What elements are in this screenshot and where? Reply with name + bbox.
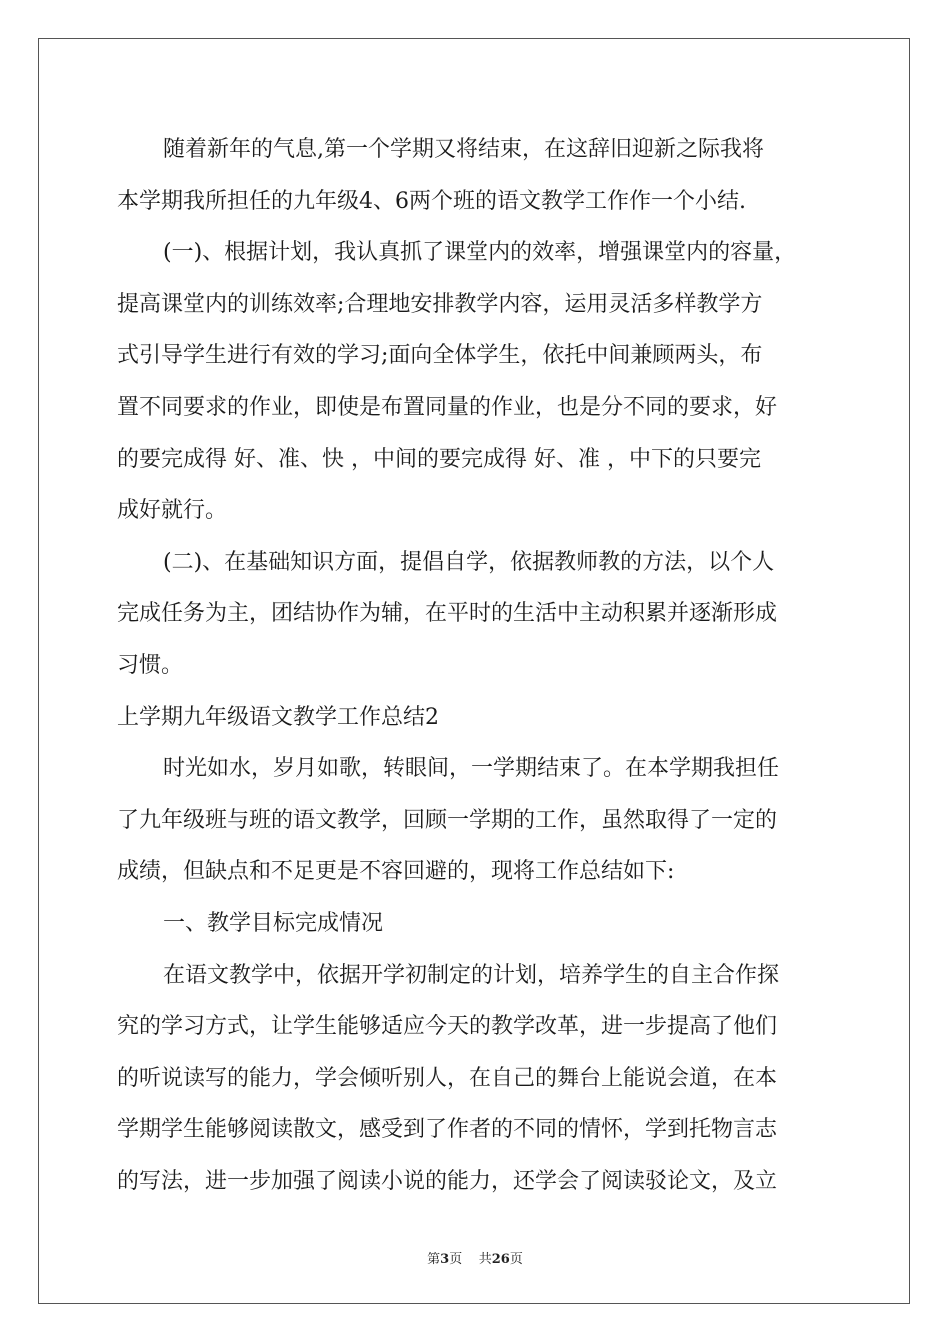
text-line: 提高课堂内的训练效率;合理地安排教学内容，运用灵活多样教学方 <box>117 291 763 317</box>
text-line: (二)、在基础知识方面，提倡自学，依据教师教的方法，以个人 <box>163 549 775 575</box>
text-line: 了九年级班与班的语文教学，回顾一学期的工作，虽然取得了一定的 <box>117 807 778 833</box>
footer-page-number: 3 <box>440 1252 450 1267</box>
text-line: 习惯。 <box>117 652 184 678</box>
text-line: 在语文教学中，依据开学初制定的计划，培养学生的自主合作探 <box>163 962 780 988</box>
text-line: 随着新年的气息,第一个学期又将结束，在这辞旧迎新之际我将 <box>163 137 764 162</box>
page-footer <box>0 1248 950 1267</box>
text-line: 本学期我所担任的九年级4、6两个班的语文教学工作作一个小结. <box>117 188 746 214</box>
text-line: 完成任务为主，团结协作为辅，在平时的生活中主动积累并逐渐形成 <box>117 601 778 627</box>
text-line: 成绩，但缺点和不足更是不容回避的，现将工作总结如下: <box>117 859 675 885</box>
footer-page-suffix: 页 <box>449 1252 463 1267</box>
text-line: 学期学生能够阅读散文，感受到了作者的不同的情怀，学到托物言志 <box>117 1117 778 1143</box>
text-line: 的要完成得 好、准、快 ，中间的要完成得 好、准 ，中下的只要完 <box>117 446 761 472</box>
text-line: 置不同要求的作业，即使是布置同量的作业，也是分不同的要求，好 <box>117 394 778 420</box>
footer-total-pages: 26 <box>491 1252 510 1267</box>
footer-total-prefix: 共 <box>478 1252 492 1267</box>
text-line: 的写法，进一步加强了阅读小说的能力，还学会了阅读驳论文，及立 <box>117 1168 778 1194</box>
text-line: 的听说读写的能力，学会倾听别人，在自己的舞台上能说会道，在本 <box>117 1065 778 1091</box>
text-line: 时光如水，岁月如歌，转眼间，一学期结束了。在本学期我担任 <box>163 756 780 782</box>
footer-page-prefix: 第 <box>427 1252 441 1267</box>
text-line: 式引导学生进行有效的学习;面向全体学生，依托中间兼顾两头，布 <box>117 343 763 369</box>
text-line: 一、教学目标完成情况 <box>163 910 384 936</box>
text-line: 究的学习方式，让学生能够适应今天的教学改革，进一步提高了他们 <box>117 1014 778 1040</box>
text-line: 成好就行。 <box>117 498 228 524</box>
text-line: (一)、根据计划，我认真抓了课堂内的效率，增强课堂内的容量， <box>163 240 797 266</box>
footer-total-suffix: 页 <box>509 1252 523 1267</box>
document-body <box>117 130 847 1213</box>
text-line: 上学期九年级语文教学工作总结2 <box>117 704 439 730</box>
